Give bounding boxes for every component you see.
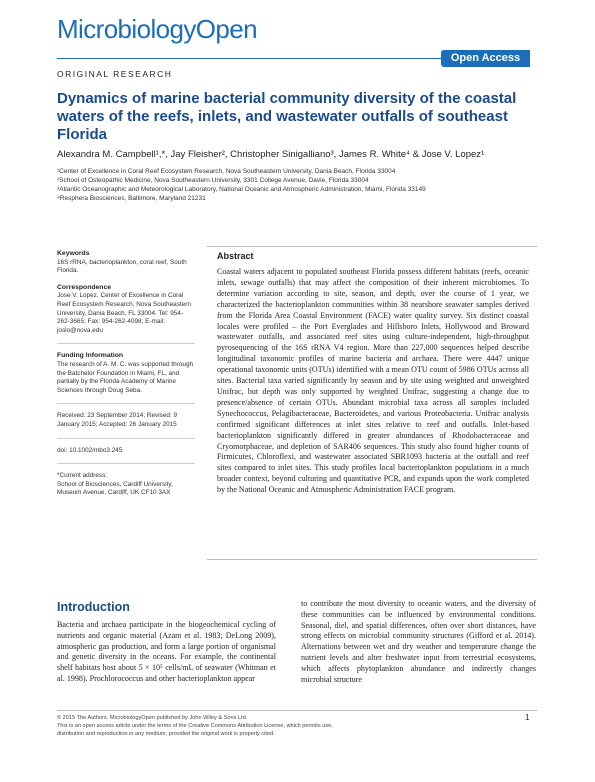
sidebar-divider bbox=[57, 343, 195, 344]
affiliation-1: ¹Center of Excellence in Coral Reef Ecosystem Research, Nova Southeastern University, Dania Beach, Florida 33004 bbox=[57, 168, 396, 175]
journal-logo bbox=[57, 12, 257, 46]
sidebar-divider bbox=[57, 403, 195, 404]
affiliation-4: ⁴Resphera Biosciences, Baltimore, Maryland 21231 bbox=[57, 195, 206, 202]
introduction-heading: Introduction bbox=[57, 600, 130, 614]
author-list: Alexandra M. Campbell¹,*, Jay Fleisher², Christopher Sinigalliano³, James R. White⁴ & Jose V. Lopez¹ bbox=[57, 149, 485, 160]
abstract-heading: Abstract bbox=[217, 251, 254, 261]
license-line-1: This is an open access article under the terms of the Creative Commons Attribution License, which permits use, bbox=[57, 723, 333, 729]
intro-column-2: to contribute the most diversity to oceanic waters, and the diversity of these communities can be influenced by environmental conditions. Seasonal, diel, and spatial differences, often over short distances, have strong effects on microbial community structures (Gifford et al. 2014). Alternations between wet and dry weather and temperature change the nutrient levels and alter freshwater input from terrestrial ecosystems, which affects phytoplankton abundance and indirectly changes microbial structure bbox=[301, 599, 536, 684]
journal-name-part1: Microbiology bbox=[57, 14, 196, 44]
keywords-text: 16S rRNA, bacterioplankton, coral reef, South Florida. bbox=[57, 258, 187, 275]
intro-column-1: Bacteria and archaea participate in the biogeochemical cycling of nutrients and organic material (Azam et al. 1983; DeLong 2009), atmospheric gas production, and form a large portion of organismal and genetic diversity in the oceans. For example, the continental shelf habitats host about 5 × 10⁵ cells/mL of seawater (Whitman et al. 1998). Prochlorococcus and other bacterioplankton appear bbox=[57, 620, 276, 683]
keywords-heading: Keywords bbox=[57, 250, 90, 257]
current-address-text: School of Biosciences, Cardiff University, Museum Avenue, Cardiff, UK CF10 3AX bbox=[57, 480, 173, 497]
correspondence-heading: Correspondence bbox=[57, 283, 112, 291]
sidebar-divider bbox=[57, 463, 195, 464]
copyright-line: © 2015 The Authors. MicrobiologyOpen published by John Wiley & Sons Ltd. bbox=[57, 715, 248, 721]
page-number: 1 bbox=[525, 713, 530, 722]
affiliation-3: ³Atlantic Oceanographic and Meteorological Laboratory, National Oceanic and Atmospheric Administration, Miami, Florida 33149 bbox=[57, 186, 426, 193]
dates-text: Received: 23 September 2014; Revised: 9 January 2015; Accepted: 26 January 2015 bbox=[57, 412, 178, 428]
article-sidebar bbox=[57, 250, 195, 506]
current-address-heading: *Current address: bbox=[57, 472, 108, 480]
doi-link[interactable]: doi: 10.1002/mbo3.245 bbox=[57, 446, 123, 454]
section-label: ORIGINAL RESEARCH bbox=[57, 69, 173, 79]
license-footer bbox=[57, 714, 497, 738]
article-title: Dynamics of marine bacterial community diversity of the coastal waters of the reefs, inlets, and wastewater outfalls of southeast Florida bbox=[57, 90, 517, 143]
license-line-2: distribution and reproduction in any medium, provided the original work is properly cited. bbox=[57, 731, 275, 737]
funding-text: The research of A. M. C. was supported through the Batchelor Foundation in Miami, FL, and partially by the Florida Academy of Marine Sciences through Doug Seba. bbox=[57, 360, 194, 394]
open-access-badge: Open Access bbox=[441, 50, 530, 67]
affiliation-2: ²School of Osteopathic Medicine, Nova Southeastern University, 3301 College Avenue, Davie, Florida 33004 bbox=[57, 177, 369, 184]
sidebar-divider bbox=[57, 438, 195, 439]
funding-heading: Funding Information bbox=[57, 352, 124, 360]
abstract-text: Coastal waters adjacent to populated southeast Florida possess different habitats (reefs, oceanic inlets, sewage outfalls) that may affect the composition of their inherent microbiomes. To determine variation according to site, season, and depth, over the course of 1 year, we characterized the bacterioplankton communities within 38 nearshore seawater samples derived from the Florida Area Coastal Environment (FACE) water quality survey. Six distinct coastal locales were profiled – the Port Everglades and Hillsboro Inlets, Hollywood and Broward wastewater outfalls, and associated reef sites using culture-independent, high-throughput pyrosequencing of the 16S rRNA V4 region. More than 227,000 sequences helped describe longitudinal taxonomic profiles of marine bacteria and archaea. There were 4447 unique operational taxonomic units (OTUs) identified with a mean OTU count of 5986 OTUs across all sites. Bacterial taxa varied significantly by season and by site using weighted and unweighted Unifrac, but depth was only supported by weighted Unifrac, suggesting a change due to presence/absence of certain OTUs. Abundant microbial taxa across all samples included Synechococcus, Pelagibacteraceae, Bacteroidetes, and various Proteobacteria. Unifrac analysis confirmed significant differences at inlet sites relative to reef and outfalls. Inlet-based bacterioplankton significantly differed in greater abundances of Rhodobacteraceae and Cryomorphaceae, and depletion of SAR406 sequences. This study also found higher counts of Firmicutes, Chloroflexi, and wastewater associated SBR1093 bacteria at the outfall and reef sites compared to inlet sites. This study profiles local bacterioplankton populations in a much broader context, beyond culturing and quantitative PCR, and expands upon the work completed by the National Oceanic and Atmospheric Administration FACE program. bbox=[217, 267, 529, 495]
correspondence-text: Jose V. Lopez, Center of Excellence in Coral Reef Ecosystem Research, Nova Southeastern University, Dania Beach, FL 33004. Tel: 954-262-3665; Fax: 954-262-4098; E-mail: joslo@nova.edu bbox=[57, 292, 191, 334]
footer-rule bbox=[57, 710, 537, 711]
journal-name-part2: Open bbox=[195, 14, 257, 44]
